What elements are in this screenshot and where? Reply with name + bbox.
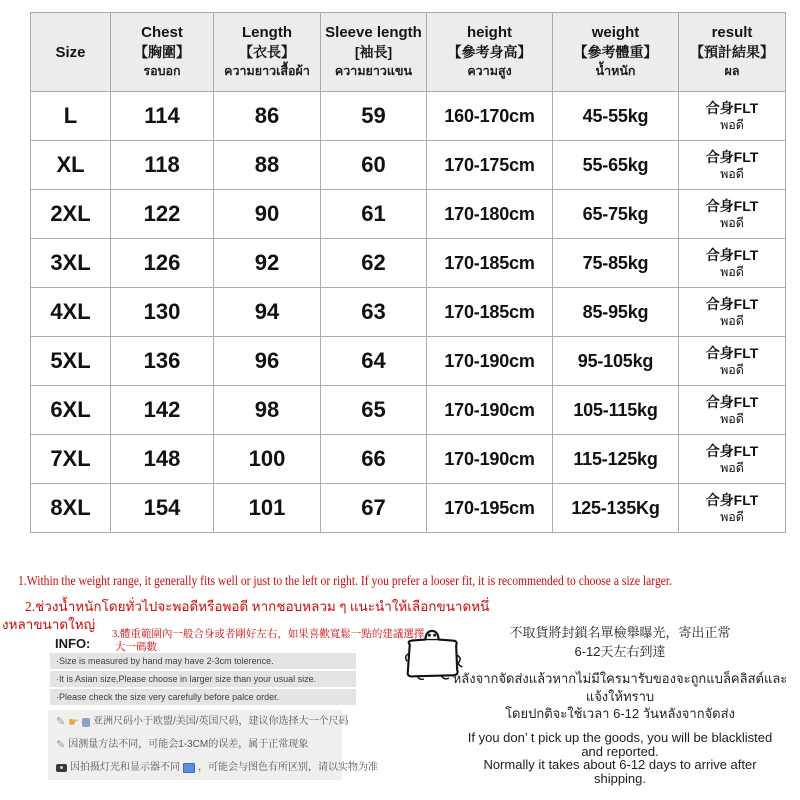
info-item-check-size: ·Please check the size very carefully before palce order. (50, 689, 356, 705)
size-value: 2XL (31, 190, 111, 239)
header-zh-label: 【參考身高】 (447, 44, 532, 60)
result-th-label: พอดี (720, 167, 744, 181)
column-header-height (427, 13, 553, 92)
shipping-note-thai (437, 670, 800, 723)
sleeve-value: 60 (321, 141, 427, 190)
header-zh-label: 【胸圍】 (134, 44, 190, 60)
column-header-chest (111, 13, 214, 92)
length-value: 90 (214, 190, 321, 239)
size-value: 7XL (31, 435, 111, 484)
sleeve-value: 59 (321, 92, 427, 141)
length-value: 96 (214, 337, 321, 386)
notice-line-measure-error (56, 739, 334, 751)
header-zh-label: 【衣長】 (239, 44, 295, 60)
column-header-result (679, 13, 786, 92)
height-value: 170-175cm (427, 141, 553, 190)
camera-icon (56, 764, 67, 772)
size-row-2xl (31, 190, 786, 239)
note-3-chinese-line1: 3.體重範圍內一般合身或者剛好左右，如果喜歡寬鬆一點的建議選擇 (112, 629, 425, 640)
size-value: 8XL (31, 484, 111, 533)
weight-value: 75-85kg (553, 239, 679, 288)
result-zh-label: 合身FLT (705, 443, 759, 459)
weight-value: 55-65kg (553, 141, 679, 190)
result-value (679, 92, 786, 141)
result-zh-label: 合身FLT (705, 492, 759, 508)
shipping-note-chinese (450, 624, 790, 661)
length-value: 88 (214, 141, 321, 190)
seat-icon (82, 718, 90, 727)
pointing-hand-icon: ☛ (68, 715, 79, 729)
header-th-label: ความสูง (467, 64, 512, 78)
result-value (679, 386, 786, 435)
shipping-en-line1: If you don’ t pick up the goods, you will be blacklisted (467, 730, 773, 745)
header-en-label: weight (591, 24, 640, 41)
header-th-label: ความยาวแขน (334, 64, 413, 78)
result-value (679, 337, 786, 386)
weight-value: 125-135Kg (553, 484, 679, 533)
note-3-chinese-line2: 大一碼數 (115, 642, 157, 653)
chest-value: 148 (111, 435, 214, 484)
length-value: 94 (214, 288, 321, 337)
shipping-zh-line1: 不取貨將封鎖名單檢舉曝光，寄出正常 (509, 625, 731, 640)
shipping-zh-line2: 6-12天左右到達 (574, 643, 666, 659)
notice-line-color-difference (56, 762, 378, 774)
result-value (679, 190, 786, 239)
height-value: 170-190cm (427, 386, 553, 435)
column-header-length (214, 13, 321, 92)
size-value: 4XL (31, 288, 111, 337)
result-th-label: พอดี (720, 118, 744, 132)
height-value: 170-190cm (427, 337, 553, 386)
shipping-th-line2: แจ้งให้ทราบ (585, 688, 655, 704)
header-th-label: ผล (724, 64, 740, 78)
sleeve-value: 65 (321, 386, 427, 435)
weight-value: 85-95kg (553, 288, 679, 337)
notice-line-asian-size (56, 715, 349, 729)
shipping-note-english (450, 731, 790, 785)
note-2-thai-line1: 2.ช่วงน้ำหนักโดยทั่วไปจะพอดีหรือพอดี หากชอบหลวม ๆ แนะนำให้เลือกขนาดหนึ่ (25, 599, 490, 614)
notice-box (48, 710, 378, 780)
result-value (679, 288, 786, 337)
size-row-l (31, 92, 786, 141)
sleeve-value: 66 (321, 435, 427, 484)
weight-value: 95-105kg (553, 337, 679, 386)
result-zh-label: 合身FLT (705, 247, 759, 263)
info-item-tolerance: ·Size is measured by hand may have 2-3cm tolerence. (50, 653, 356, 669)
shipping-en-line4: shipping. (593, 770, 647, 786)
size-row-xl (31, 141, 786, 190)
chest-value: 130 (111, 288, 214, 337)
size-value: 6XL (31, 386, 111, 435)
weight-value: 115-125kg (553, 435, 679, 484)
pencil-icon: ✎ (56, 716, 66, 728)
height-value: 160-170cm (427, 92, 553, 141)
length-value: 98 (214, 386, 321, 435)
header-en-label: result (711, 24, 753, 41)
chest-value: 136 (111, 337, 214, 386)
length-value: 101 (214, 484, 321, 533)
length-value: 86 (214, 92, 321, 141)
chest-value: 122 (111, 190, 214, 239)
length-value: 100 (214, 435, 321, 484)
header-en-label: Size (55, 43, 86, 61)
length-value: 92 (214, 239, 321, 288)
result-th-label: พอดี (720, 314, 744, 328)
result-zh-label: 合身FLT (705, 296, 759, 312)
weight-value: 105-115kg (553, 386, 679, 435)
result-value (679, 484, 786, 533)
height-value: 170-185cm (427, 239, 553, 288)
header-th-label: รอบอก (143, 64, 181, 78)
size-row-3xl (31, 239, 786, 288)
sleeve-value: 62 (321, 239, 427, 288)
height-value: 170-195cm (427, 484, 553, 533)
sleeve-value: 67 (321, 484, 427, 533)
weight-value: 65-75kg (553, 190, 679, 239)
shipping-th-line3: โดยปกติจะใช้เวลา 6-12 วันหลังจากจัดส่ง (505, 706, 735, 721)
result-th-label: พอดี (720, 216, 744, 230)
notice-text-3-pre: 因拍摄灯光和显示器不同 (70, 762, 180, 773)
size-row-8xl (31, 484, 786, 533)
notice-text-3-post: ，可能会与图色有所区别，请以实物为准 (198, 762, 378, 773)
result-th-label: พอดี (720, 461, 744, 475)
size-value: L (31, 92, 111, 141)
header-en-label: Sleeve length (325, 24, 422, 41)
result-value (679, 435, 786, 484)
result-th-label: พอดี (720, 363, 744, 377)
result-value (679, 239, 786, 288)
notice-text-2: 因测量方法不同，可能会1-3CM的误差，属于正常现象 (68, 739, 309, 750)
result-value (679, 141, 786, 190)
note-2-thai-line2: งหลาขนาดใหญ่ (2, 617, 96, 632)
column-header-size (31, 13, 111, 92)
height-value: 170-185cm (427, 288, 553, 337)
result-th-label: พอดี (720, 510, 744, 524)
header-en-label: Chest (141, 24, 183, 41)
weight-value: 45-55kg (553, 92, 679, 141)
header-zh-label: 【參考體重】 (573, 44, 658, 60)
shipping-th-line1: หลังจากจัดส่งแล้วหากไม่มีใครมารับของจะถูกแบล็คลิสต์และ (452, 671, 788, 686)
height-value: 170-180cm (427, 190, 553, 239)
pencil-icon: ✎ (56, 739, 66, 751)
size-row-6xl (31, 386, 786, 435)
result-zh-label: 合身FLT (705, 198, 759, 214)
height-value: 170-190cm (427, 435, 553, 484)
result-zh-label: 合身FLT (705, 149, 759, 165)
chest-value: 126 (111, 239, 214, 288)
size-row-7xl (31, 435, 786, 484)
result-zh-label: 合身FLT (705, 100, 759, 116)
sleeve-value: 63 (321, 288, 427, 337)
shipping-en-line2: and reported. (581, 743, 659, 759)
chest-value: 142 (111, 386, 214, 435)
sleeve-value: 64 (321, 337, 427, 386)
info-label: INFO: (55, 636, 91, 651)
header-en-label: height (467, 24, 512, 41)
size-value: XL (31, 141, 111, 190)
header-th-label: น้ำหนัก (595, 64, 636, 78)
result-th-label: พอดี (720, 412, 744, 426)
shipping-en-line3: Normally it takes about 6-12 days to arrive after (483, 757, 757, 772)
size-chart-table (30, 12, 786, 533)
header-en-label: Length (242, 24, 292, 41)
size-value: 5XL (31, 337, 111, 386)
result-zh-label: 合身FLT (705, 394, 759, 410)
column-header-weight (553, 13, 679, 92)
monitor-icon (183, 763, 195, 773)
chest-value: 154 (111, 484, 214, 533)
note-1-english: 1.Within the weight range, it generally fits well or just to the left or right. If you prefer a looser fit, it is recommended to choose a size larger. (18, 574, 673, 589)
size-value: 3XL (31, 239, 111, 288)
chest-value: 118 (111, 141, 214, 190)
info-item-asian-size: ·It is Asian size,Please choose in larger size than your usual size. (50, 671, 356, 687)
notice-text-1: 亚洲尺码小于欧盟/美国/英国尺码，建议你选择大一个尺码 (92, 716, 349, 727)
header-zh-label: [袖長] (354, 44, 393, 60)
size-row-4xl (31, 288, 786, 337)
result-zh-label: 合身FLT (705, 345, 759, 361)
sleeve-value: 61 (321, 190, 427, 239)
info-box (50, 653, 356, 707)
size-row-5xl (31, 337, 786, 386)
result-th-label: พอดี (720, 265, 744, 279)
table-header-row (31, 13, 786, 92)
header-th-label: ความยาวเสื้อผ้า (224, 64, 310, 78)
header-zh-label: 【預計結果】 (690, 44, 774, 60)
chest-value: 114 (111, 92, 214, 141)
column-header-sleeve-length (321, 13, 427, 92)
